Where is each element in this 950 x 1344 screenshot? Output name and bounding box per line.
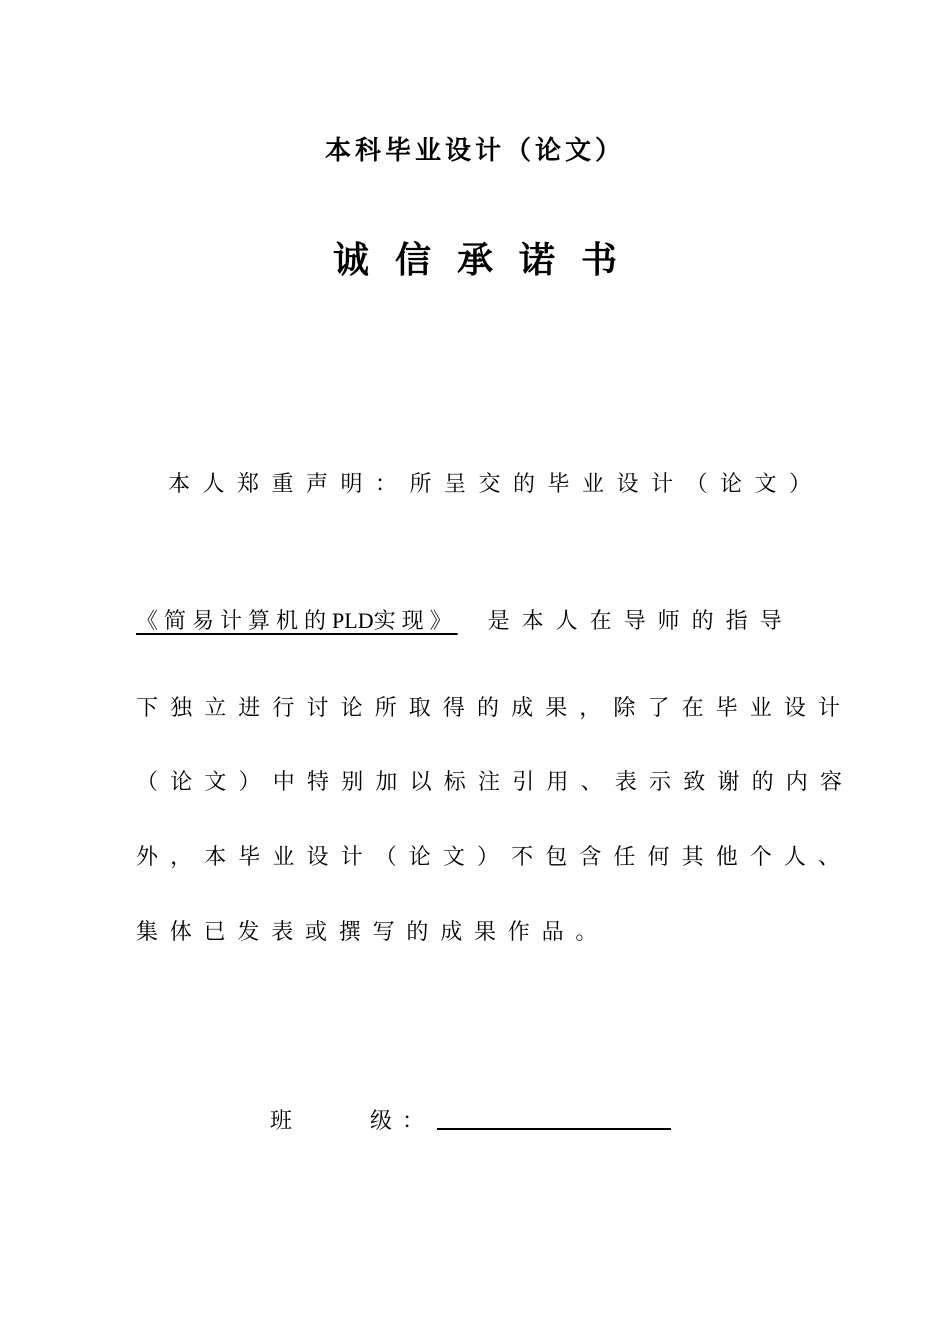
thesis-title-close: 实现》: [373, 609, 458, 634]
declaration-line-5: 外，本毕业设计（论文）不包含任何其他个人、: [136, 845, 853, 870]
thesis-title: [136, 606, 488, 637]
thesis-title-open: 《简易计算机的: [136, 609, 333, 634]
declaration-line-1: 本人郑重声明：所呈交的毕业设计（论文）: [168, 472, 824, 497]
declaration-line-2: [136, 606, 794, 637]
thesis-title-latin: PLD: [332, 608, 374, 633]
class-label-colon: ：: [402, 1109, 425, 1134]
declaration-line-6: 集体已发表或撰写的成果作品。: [136, 920, 610, 945]
document-title: 诚信承诺书: [332, 240, 643, 281]
class-label-char-2: 级: [370, 1109, 393, 1134]
declaration-line-3: 下独立进行讨论所取得的成果，除了在毕业设计: [136, 696, 853, 721]
declaration-line-4: （论文）中特别加以标注引用、表示致谢的内容: [136, 770, 855, 795]
declaration-line-2-rest: 是本人在导师的指导: [487, 609, 794, 634]
class-field-label: [270, 1104, 424, 1135]
class-field-blank-line[interactable]: [437, 1128, 671, 1130]
document-heading: 本科毕业设计（论文）: [324, 136, 625, 166]
class-label-char-1: 班: [270, 1109, 293, 1134]
